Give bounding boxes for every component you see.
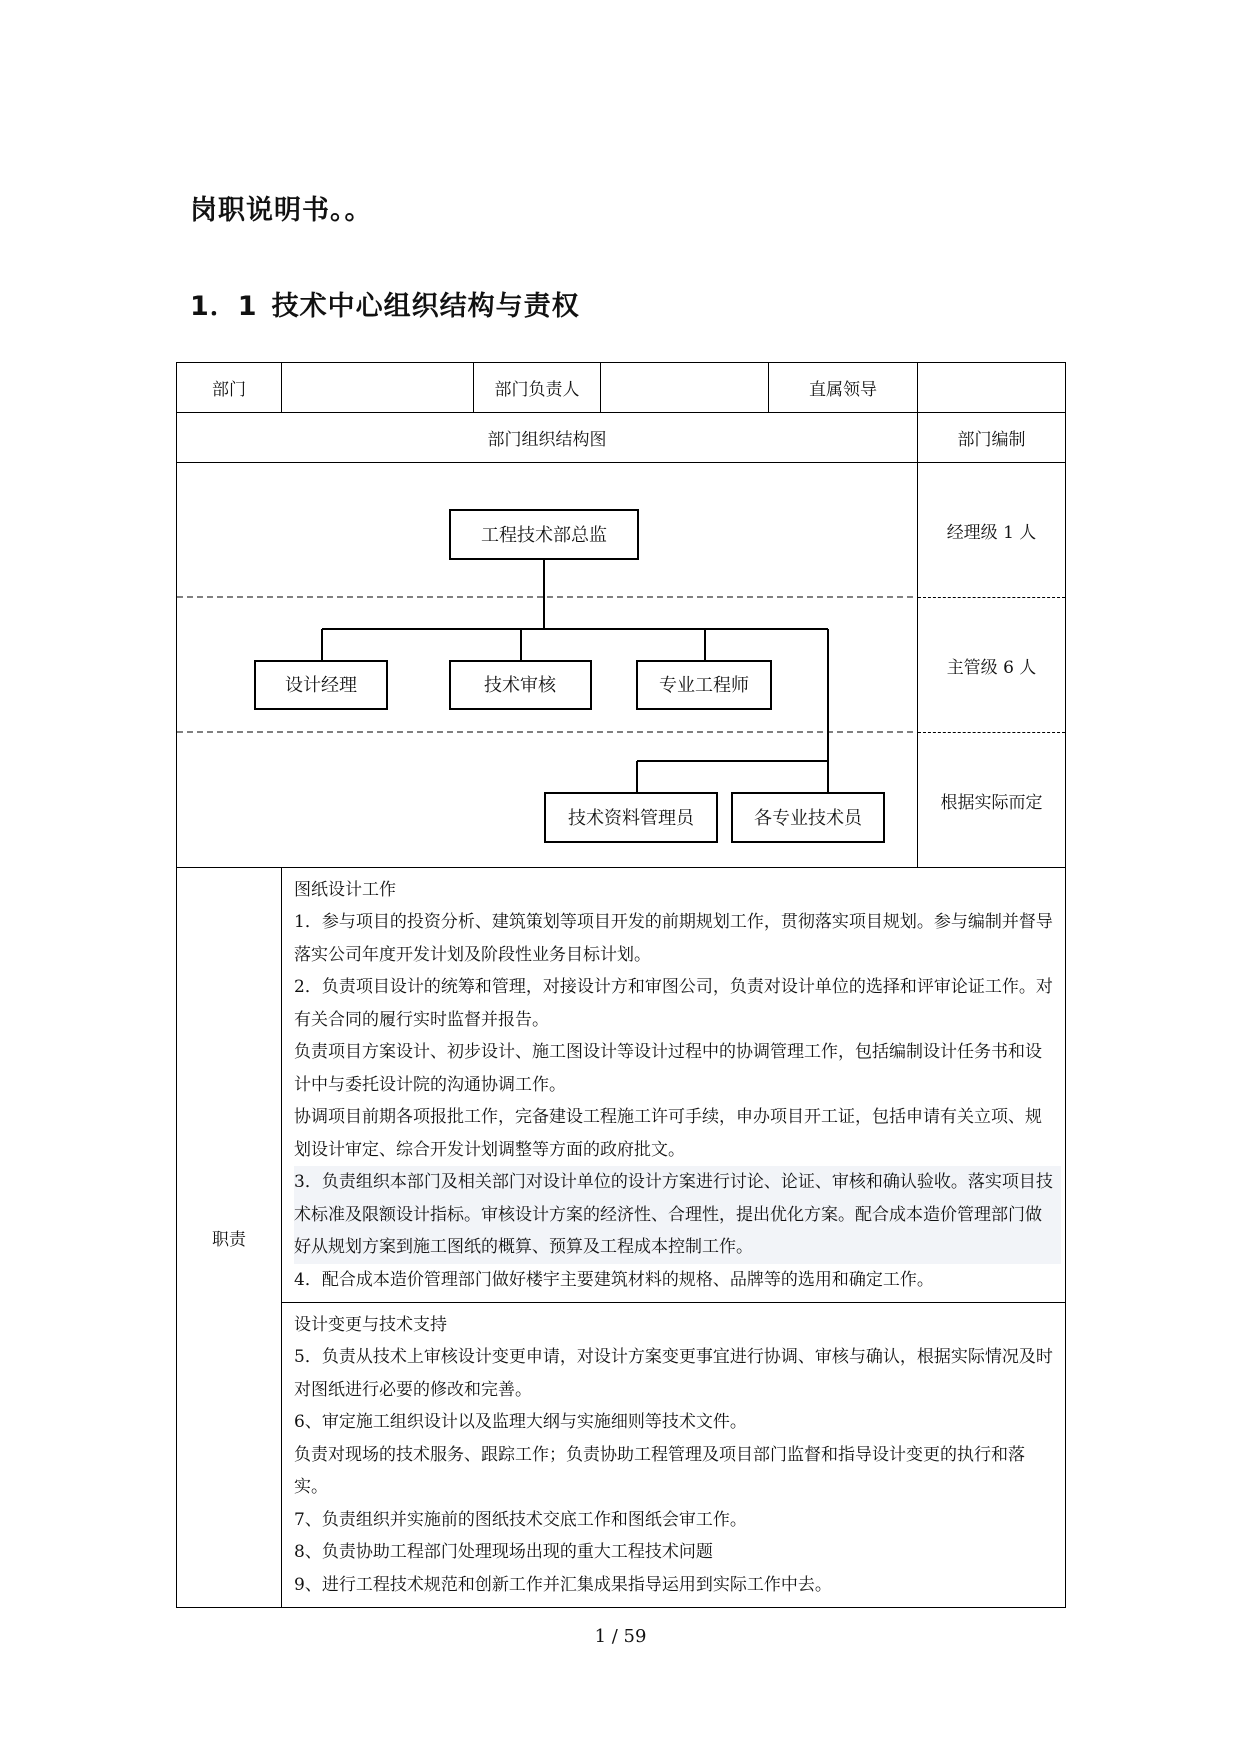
duty-item: 3．负责组织本部门及相关部门对设计单位的设计方案进行讨论、论证、审核和确认验收。落实项目技术标准及限额设计指标。审核设计方案的经济性、合理性，提出优化方案。配合成本造价管理部门做好从规划方案到施工图纸的概算、预算及工程成本控制工作。: [294, 1166, 1061, 1264]
org-chart-row: [177, 463, 1066, 868]
duty-item: 5．负责从技术上审核设计变更申请，对设计方案变更事宜进行协调、审核与确认，根据实际情况及时对图纸进行必要的修改和完善。: [294, 1347, 1053, 1400]
duty-item: 6、审定施工组织设计以及监理大纲与实施细则等技术文件。: [294, 1412, 747, 1432]
section-number: 1．1: [190, 291, 258, 322]
direct-leader-label: 直属领导: [769, 363, 918, 413]
org-node-director-label: 工程技术部总监: [481, 525, 607, 546]
duties-block-design: [282, 868, 1066, 1303]
org-node-design-manager-label: 设计经理: [285, 675, 357, 696]
duties-row-2: [177, 1303, 1066, 1608]
org-node-technicians-label: 各专业技术员: [754, 808, 862, 829]
document-title: 岗职说明书。。: [190, 195, 373, 226]
staffing-other-level: 根据实际而定: [940, 792, 1043, 813]
staffing-label: 部门编制: [918, 413, 1066, 463]
job-description-table: [176, 362, 1066, 1608]
dept-head-label: 部门负责人: [474, 363, 601, 413]
header-row: [177, 363, 1066, 413]
duty-item: 9、进行工程技术规范和创新工作并汇集成果指导运用到实际工作中去。: [294, 1574, 832, 1595]
section-title: [190, 284, 580, 323]
duties-row-1: [177, 868, 1066, 1303]
org-chart-diagram: [177, 463, 918, 867]
duty-item: 8、负责协助工程部门处理现场出现的重大工程技术问题: [294, 1542, 713, 1562]
duty-item: 1．参与项目的投资分析、建筑策划等项目开发的前期规划工作，贯彻落实项目规划。参与编制并督导落实公司年度开发计划及阶段性业务目标计划。: [294, 912, 1053, 965]
duties-block-changes: [282, 1303, 1066, 1608]
staffing-cell: [918, 463, 1066, 868]
duty-item: 协调项目前期各项报批工作，完备建设工程施工许可手续，申办项目开工证，包括申请有关立项、规划设计审定、综合开发计划调整等方面的政府批文。: [294, 1107, 1042, 1160]
duty-item: 7、负责组织并实施前的图纸技术交底工作和图纸会审工作。: [294, 1509, 747, 1530]
staffing-supervisor-level: 主管级 6 人: [946, 657, 1037, 678]
dept-value: [282, 363, 474, 413]
page-number: 1 / 59: [594, 1626, 647, 1647]
org-node-tech-archivist-label: 技术资料管理员: [568, 808, 694, 829]
duty-item: 4．配合成本造价管理部门做好楼宇主要建筑材料的规格、品牌等的选用和确定工作。: [294, 1269, 934, 1290]
org-chart-cell: [177, 463, 918, 868]
duty-item: 2．负责项目设计的统筹和管理，对接设计方和审图公司，负责对设计单位的选择和评审论证工作。对有关合同的履行实时监督并报告。: [294, 977, 1053, 1030]
staffing-manager-level: 经理级 1 人: [946, 522, 1037, 543]
duties-heading: 设计变更与技术支持: [294, 1315, 447, 1335]
duty-item: 负责项目方案设计、初步设计、施工图设计等设计过程中的协调管理工作，包括编制设计任务书和设计中与委托设计院的沟通协调工作。: [294, 1042, 1042, 1095]
org-node-tech-review-label: 技术审核: [484, 675, 556, 696]
duty-item: 负责对现场的技术服务、跟踪工作；负责协助工程管理及项目部门监督和指导设计变更的执行和落实。: [294, 1444, 1025, 1497]
duties-label: 职责: [177, 868, 282, 1608]
org-chart-label: 部门组织结构图: [177, 413, 918, 463]
direct-leader-value: [918, 363, 1066, 413]
dept-label: 部门: [177, 363, 282, 413]
section-title-text: 技术中心组织结构与责权: [271, 291, 580, 322]
dept-head-value: [601, 363, 769, 413]
org-node-specialist-engineer-label: 专业工程师: [659, 675, 749, 696]
duties-heading: 图纸设计工作: [294, 880, 396, 900]
org-header-row: [177, 413, 1066, 463]
